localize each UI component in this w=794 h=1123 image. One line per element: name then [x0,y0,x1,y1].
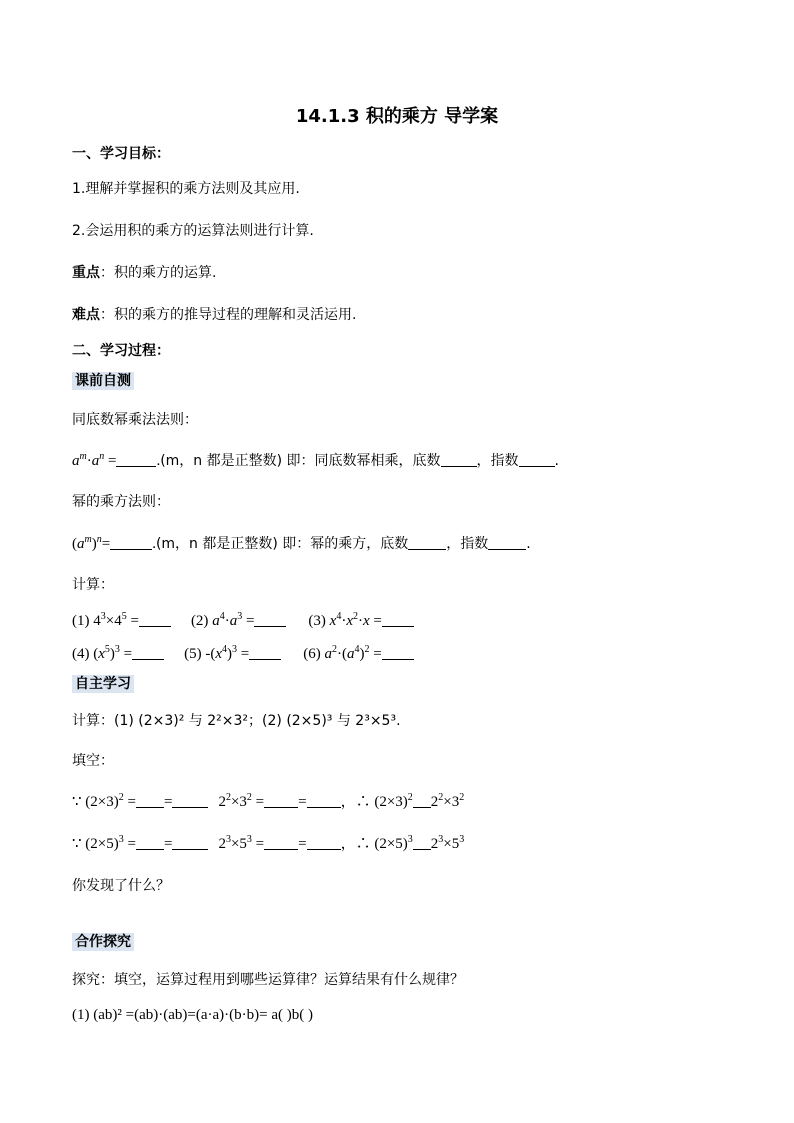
fill-row-2: ∵ $(2\times 5)^3$ = = $2^3\times 5^3$ = = ，∴ $(2\times 5)^3$ $2^3\times 5^3$ [72,834,465,852]
tag-cooperate-label: 合作探究 [72,933,134,951]
discover-question: 你发现了什么？ [72,878,170,894]
tag-self-study [72,675,134,693]
rule-same-base-desc: (m，n 都是正整数) 即：同底数幂相乘，底数 [160,453,441,469]
section-heading-goals: 一、学习目标： [72,146,170,162]
fill-label: 填空： [72,753,114,769]
page-title: 14.1.3 积的乘方 导学案 [295,106,499,127]
goal-item-1: 1.理解并掌握积的乘方法则及其应用. [72,181,300,197]
fill-row-1: ∵ $(2\times 3)^2$ = = $2^2\times 3^2$ = = ，∴ $(2\times 3)^2$ $2^2\times 3^2$ [72,792,465,810]
calc-label: 计算： [72,577,114,593]
difficult-point [72,306,356,324]
calc-row-2: (4) $(x^5)^3 = (5) -(x^4)^3 = (6) a^2\cdot(a^4)^2$ = [72,645,414,663]
calc-compare: 计算：(1) (2×3)² 与 2²×3²；(2) (2×5)³ 与 2³×5³. [72,713,401,729]
index-word-1: ，指数 [476,453,519,469]
tag-preview-label: 课前自测 [72,372,134,390]
tag-cooperate [72,933,134,951]
rule-same-base-formula: $a^m\cdot a^n = .(m$，n 都是正整数) 即：同底数幂相乘，底数 ，指数 . [72,451,559,469]
rule-power-formula: $(a^m)^n= .(m$，n 都是正整数) 即：幂的乘方，底数 ，指数 . [72,534,531,552]
rule-power-desc: (m，n 都是正整数) 即：幂的乘方，底数 [155,536,409,552]
difficult-point-text: ：积的乘方的推导过程的理解和灵活运用. [100,307,357,323]
explore-line-1: (1) (ab)² =(ab)·(ab)=(a·a)·(b·b)= a( )b( ) [72,1007,313,1023]
explore-prompt: 探究：填空，运算过程用到哪些运算律？运算结果有什么规律？ [72,972,464,988]
key-point [72,264,216,282]
rule-same-base-title: 同底数幂乘法法则： [72,412,198,428]
tag-self-study-label: 自主学习 [72,675,134,693]
tag-preview [72,372,134,390]
key-point-text: ：积的乘方的运算. [100,265,217,281]
section-heading-process: 二、学习过程： [72,343,170,359]
index-word-2: ，指数 [446,536,489,552]
rule-power-title: 幂的乘方法则： [72,494,170,510]
calc-row-1: (1) $4^3\times 4^5 = (2) a^4\cdot a^3 = (3) x^4\cdot x^2\cdot x$ = [72,612,414,630]
difficult-point-label: 难点 [72,307,100,323]
goal-item-2: 2.会运用积的乘方的运算法则进行计算. [72,223,314,239]
key-point-label: 重点 [72,265,100,281]
